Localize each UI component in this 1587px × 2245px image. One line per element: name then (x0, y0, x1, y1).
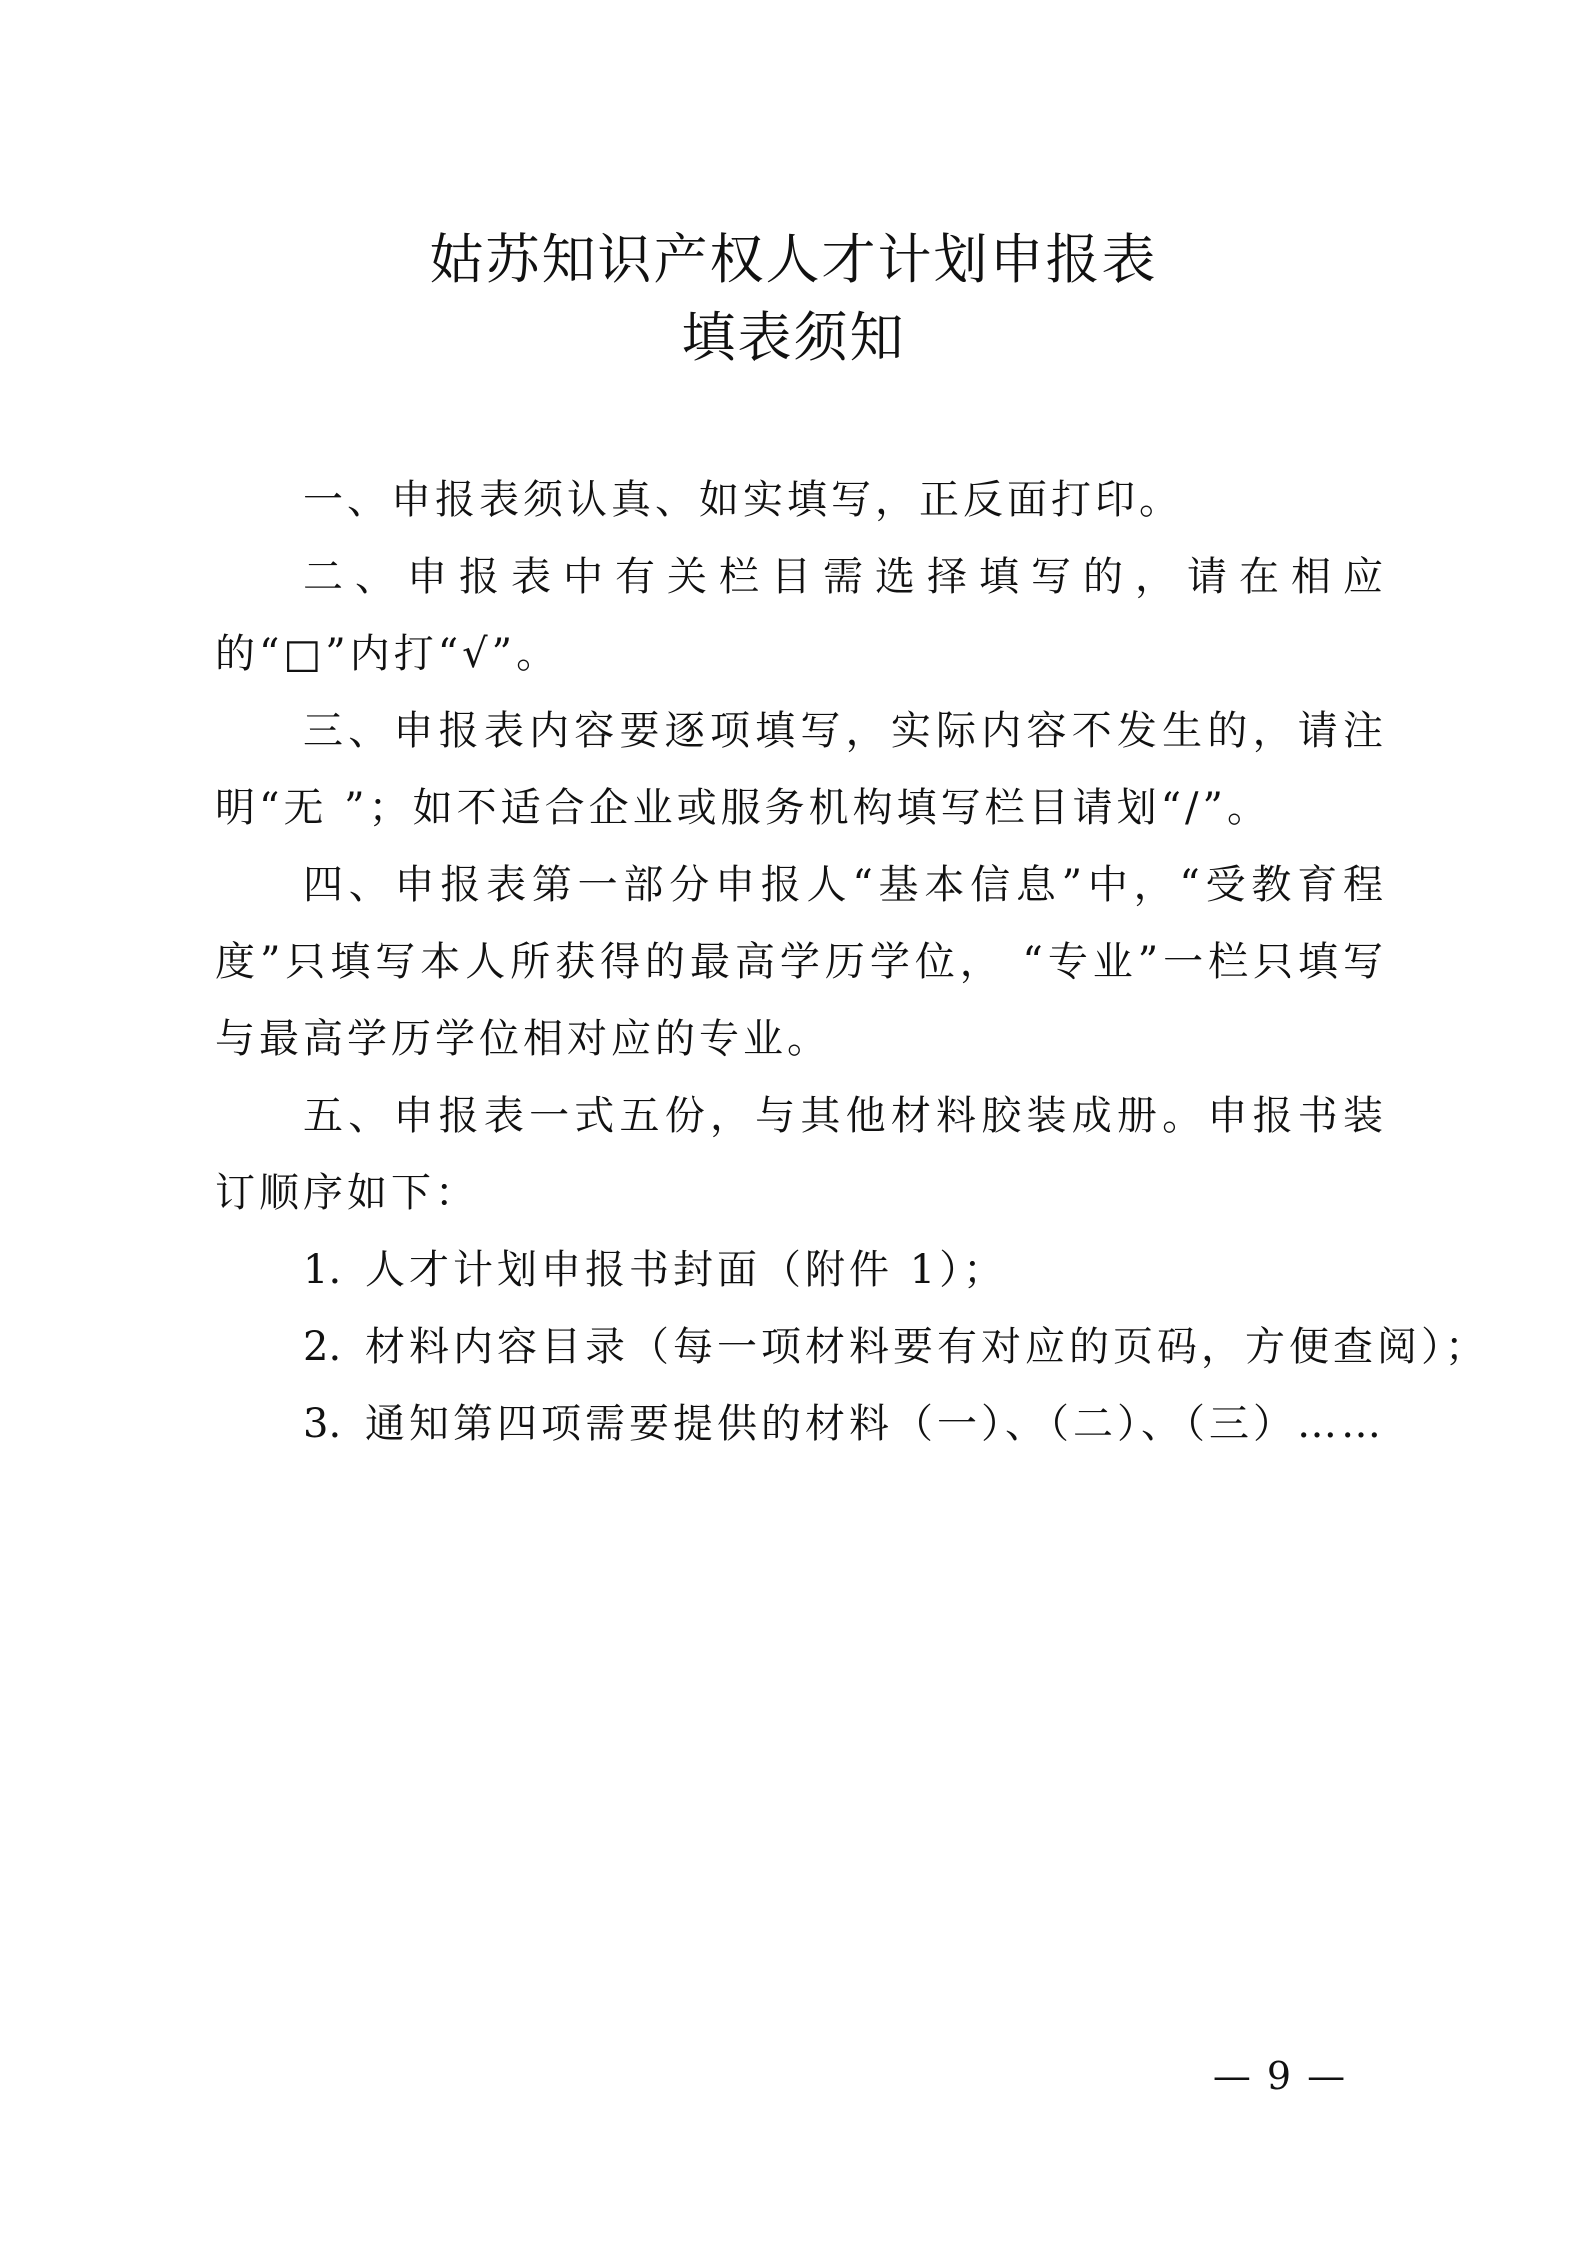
list-item-number: 2. (303, 1324, 342, 1370)
instruction-paragraph-5: 五、申报表一式五份，与其他材料胶装成册。申报书装订顺序如下： (215, 1093, 1387, 1216)
list-item-text: 材料内容目录（每一项材料要有对应的页码，方便查阅）； (365, 1324, 1489, 1370)
instruction-paragraph-2: 二、申报表中有关栏目需选择填写的，请在相应的“□”内打“√”。 (215, 554, 1387, 677)
document-subtitle: 填表须知 (681, 306, 906, 369)
instruction-paragraph-4: 四、申报表第一部分申报人“基本信息”中，“受教育程度”只填写本人所获得的最高学历学位， “专业”一栏只填写与最高学历学位相对应的专业。 (215, 862, 1387, 1062)
instruction-paragraph-3: 三、申报表内容要逐项填写，实际内容不发生的，请注明“无 ”；如不适合企业或服务机构填写栏目请划“/”。 (215, 708, 1387, 831)
instructions-body (215, 462, 1489, 1463)
binding-order-item-1 (215, 1232, 1387, 1309)
binding-order-item-2 (215, 1309, 1489, 1386)
instruction-paragraph-1: 一、申报表须认真、如实填写，正反面打印。 (303, 477, 1183, 523)
binding-order-item-3 (215, 1386, 1387, 1463)
list-item-text: 人才计划申报书封面（附件 1）； (365, 1247, 1008, 1293)
page-number: — 9 — (1212, 2054, 1348, 2098)
list-item-text: 通知第四项需要提供的材料（一）、（二）、（三）…… (365, 1401, 1385, 1447)
list-item-number: 3. (303, 1401, 342, 1447)
list-item-number: 1. (303, 1247, 342, 1293)
document-title: 姑苏知识产权人才计划申报表 (429, 228, 1158, 291)
